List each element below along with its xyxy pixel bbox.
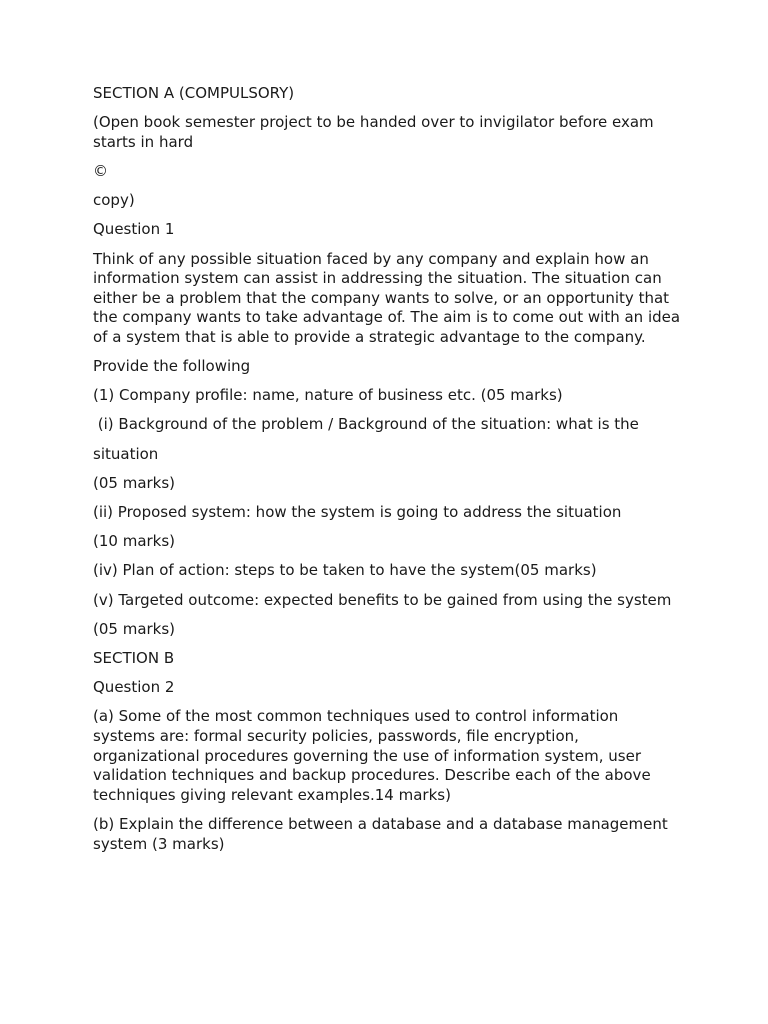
- question-1-body: Think of any possible situation faced by any company and explain how an information system can assist in addressing the situation. The situation can either be a problem that the company wants to solve, or an opportunity that the company wants to take advantage of. The aim is to come out with an idea of a system that is able to provide a strategic advantage to the company.: [93, 249, 685, 346]
- item-targeted-outcome: (v) Targeted outcome: expected benefits to be gained from using the system: [93, 590, 672, 609]
- document-page: [93, 84, 683, 864]
- item-background: (i) Background of the problem / Background of the situation: what is the: [93, 415, 639, 434]
- provide-following: Provide the following: [93, 357, 251, 376]
- item-targeted-outcome-marks: (05 marks): [93, 619, 176, 638]
- section-a-heading: SECTION A (COMPULSORY): [93, 84, 295, 102]
- project-instructions: (Open book semester project to be handed over to invigilator before exam starts in hard: [93, 113, 659, 151]
- copy-note: copy): [93, 191, 135, 210]
- question-2a: (a) Some of the most common techniques used to control information systems are: formal security policies, passwords, file encryption, organizational procedures governing the use of information system, user validation techniques and backup procedures. Describe each of the above techniques giving relevant examples.14 marks): [93, 707, 656, 804]
- section-b-heading: SECTION B: [93, 648, 175, 667]
- question-2-heading: Question 2: [93, 678, 175, 697]
- copyright-symbol: ©: [93, 161, 108, 180]
- question-2b: (b) Explain the difference between a database and a database management system (3 marks): [93, 814, 673, 853]
- item-background-cont: situation: [93, 444, 159, 463]
- item-proposed-system: (ii) Proposed system: how the system is going to address the situation: [93, 503, 622, 522]
- item-proposed-system-marks: (10 marks): [93, 532, 176, 551]
- item-background-marks: (05 marks): [93, 473, 176, 492]
- item-plan-of-action: (iv) Plan of action: steps to be taken to have the system(05 marks): [93, 561, 597, 580]
- question-1-heading: Question 1: [93, 220, 175, 239]
- item-company-profile: (1) Company profile: name, nature of business etc. (05 marks): [93, 386, 563, 405]
